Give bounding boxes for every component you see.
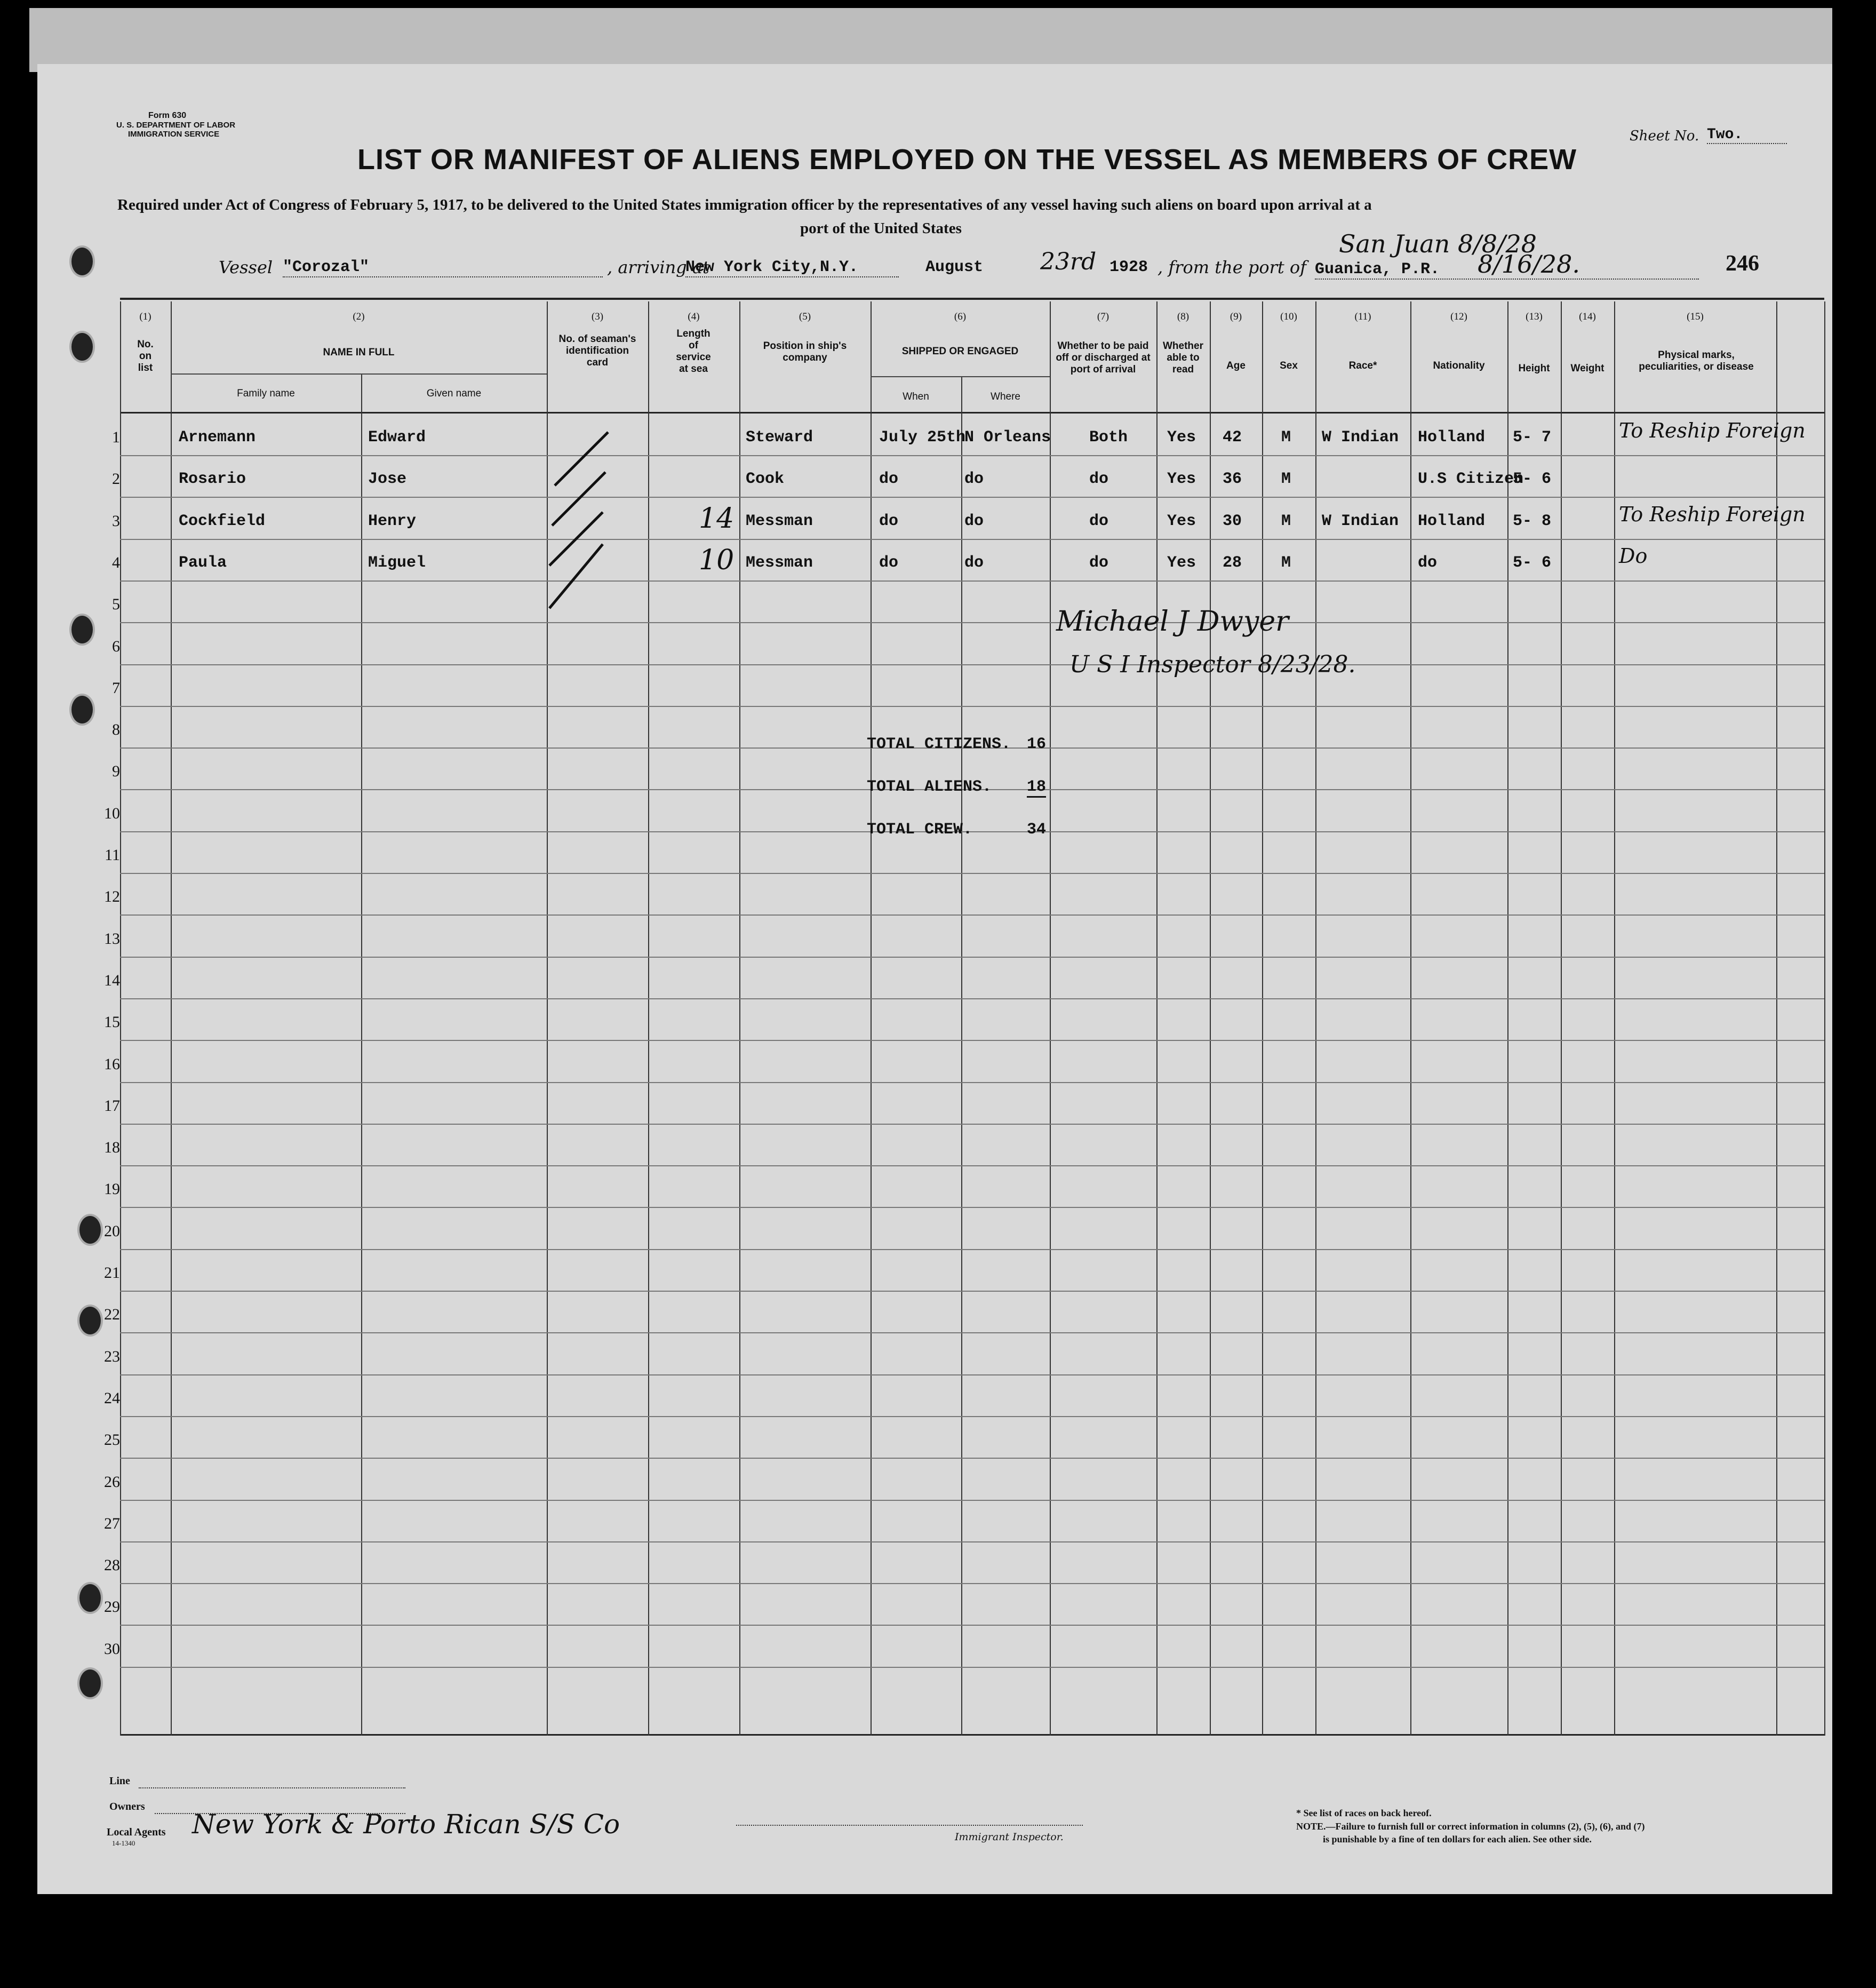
col-divider bbox=[1824, 301, 1825, 1736]
row-number: 3 bbox=[112, 512, 120, 530]
vessel-name: "Corozal" bbox=[283, 258, 603, 277]
cell-shipped-when: July 25th bbox=[879, 428, 966, 447]
row-number: 27 bbox=[104, 1514, 120, 1532]
cell-sex: M bbox=[1281, 428, 1291, 447]
col-header-paid-off: Whether to be paid off or discharged at port of arrival bbox=[1056, 340, 1151, 375]
table-row bbox=[120, 873, 1824, 916]
col-num: (10) bbox=[1280, 311, 1297, 322]
row-number: 17 bbox=[104, 1096, 120, 1115]
table-row bbox=[120, 1333, 1824, 1375]
row-number: 9 bbox=[112, 762, 120, 781]
table-row bbox=[120, 1124, 1824, 1166]
cell-age: 28 bbox=[1223, 553, 1242, 572]
col-num: (1) bbox=[139, 311, 151, 322]
col-num: (12) bbox=[1450, 311, 1467, 322]
col-header-name: NAME IN FULL bbox=[323, 347, 395, 358]
col-header-length-service: Length of service at sea bbox=[676, 328, 711, 375]
footer-form-code: 14-1340 bbox=[112, 1839, 135, 1847]
row-number: 12 bbox=[104, 888, 120, 906]
row-number: 25 bbox=[104, 1431, 120, 1449]
cell-able-to-read: Yes bbox=[1167, 553, 1196, 572]
cell-length-of-service: 14 bbox=[699, 502, 735, 535]
col-header-physical-marks: Physical marks, peculiarities, or disease bbox=[1639, 349, 1754, 372]
table-row bbox=[120, 664, 1824, 707]
cell-able-to-read: Yes bbox=[1167, 470, 1196, 489]
table-row bbox=[120, 581, 1824, 623]
col-num: (11) bbox=[1354, 311, 1371, 322]
col-num: (7) bbox=[1097, 311, 1109, 322]
col-header-able-to-read: Whether able to read bbox=[1163, 340, 1203, 375]
from-label: , from the port of bbox=[1157, 257, 1307, 277]
row-number: 4 bbox=[112, 553, 120, 571]
tally-marks bbox=[539, 405, 645, 662]
col-num: (9) bbox=[1230, 311, 1242, 322]
cell-given-name: Miguel bbox=[368, 553, 426, 572]
col-header-race: Race* bbox=[1348, 360, 1377, 371]
table-bottom-rule bbox=[120, 1734, 1824, 1736]
row-number: 10 bbox=[104, 804, 120, 822]
col-num: (2) bbox=[353, 311, 365, 322]
cell-position: Cook bbox=[746, 470, 785, 489]
table-row bbox=[120, 1207, 1824, 1250]
row-number: 2 bbox=[112, 470, 120, 488]
col-header-weight: Weight bbox=[1570, 363, 1604, 374]
total-aliens-label: TOTAL ALIENS. bbox=[867, 778, 992, 796]
manifest-sheet bbox=[37, 64, 1832, 1894]
row-number: 16 bbox=[104, 1055, 120, 1073]
arriving-label: , arriving at bbox=[607, 257, 709, 277]
cell-family-name: Rosario bbox=[179, 470, 246, 489]
table-top-rule bbox=[120, 298, 1824, 300]
total-crew-label: TOTAL CREW. bbox=[867, 821, 973, 839]
table-row bbox=[120, 1583, 1824, 1626]
subheader-when: When bbox=[903, 391, 929, 402]
arrival-day: 23rd bbox=[1040, 248, 1097, 275]
table-row bbox=[120, 1082, 1824, 1125]
col-header-sex: Sex bbox=[1280, 360, 1298, 371]
row-number: 30 bbox=[104, 1640, 120, 1658]
col-num: (6) bbox=[954, 311, 967, 322]
cell-physical-marks: To Reship Foreign bbox=[1619, 419, 1806, 442]
row-number: 14 bbox=[104, 971, 120, 989]
cell-given-name: Jose bbox=[368, 470, 407, 489]
table-row bbox=[120, 1541, 1824, 1584]
shipped-subheader-rule bbox=[871, 376, 1050, 377]
cell-given-name: Henry bbox=[368, 512, 417, 530]
arrival-month: August bbox=[925, 258, 984, 276]
cell-physical-marks: Do bbox=[1619, 544, 1648, 568]
punch-hole bbox=[77, 1667, 103, 1699]
cell-nationality: Holland bbox=[1418, 428, 1486, 447]
col-num: (8) bbox=[1177, 311, 1190, 322]
from-port: Guanica, P.R. bbox=[1315, 260, 1699, 280]
inspector-signature-rule bbox=[736, 1825, 1083, 1826]
subheader-where: Where bbox=[991, 391, 1020, 402]
page-number: 246 bbox=[1726, 251, 1759, 276]
name-subheader-rule bbox=[171, 373, 547, 375]
row-number: 21 bbox=[104, 1264, 120, 1282]
row-number: 7 bbox=[112, 679, 120, 697]
row-number: 23 bbox=[104, 1347, 120, 1365]
sheet-value: Two. bbox=[1707, 126, 1787, 144]
back-sheet-edge bbox=[29, 8, 1832, 72]
cell-physical-marks: To Reship Foreign bbox=[1619, 502, 1806, 526]
table-row bbox=[120, 1416, 1824, 1459]
cell-given-name: Edward bbox=[368, 428, 426, 447]
footer-agents-label: Local Agents bbox=[107, 1826, 166, 1838]
col-num: (5) bbox=[799, 311, 811, 322]
cell-family-name: Paula bbox=[179, 553, 227, 572]
row-number: 28 bbox=[104, 1556, 120, 1575]
col-header-no-on-list: No. on list bbox=[137, 339, 154, 373]
col-header-nationality: Nationality bbox=[1433, 360, 1485, 371]
row-number: 29 bbox=[104, 1598, 120, 1616]
cell-shipped-when: do bbox=[879, 512, 899, 530]
cell-race: W Indian bbox=[1322, 428, 1399, 447]
from-date-handwritten: 8/16/28. bbox=[1478, 250, 1580, 279]
row-number: 1 bbox=[112, 428, 120, 446]
cell-position: Steward bbox=[746, 428, 813, 447]
col-num: (13) bbox=[1526, 311, 1543, 322]
cell-paid-off: do bbox=[1089, 470, 1109, 489]
form-number: Form 630 bbox=[148, 111, 187, 120]
page-title: LIST OR MANIFEST OF ALIENS EMPLOYED ON THE VESSEL AS MEMBERS OF CREW bbox=[357, 144, 1577, 176]
total-citizens-label: TOTAL CITIZENS. bbox=[867, 735, 1011, 753]
sheet-label: Sheet No. bbox=[1630, 128, 1699, 144]
row-number: 20 bbox=[104, 1222, 120, 1240]
col-header-shipped: SHIPPED OR ENGAGED bbox=[901, 346, 1019, 357]
row-number: 5 bbox=[112, 595, 120, 614]
subtitle-line-1: Required under Act of Congress of February 5, 1917, to be delivered to the United States immigration officer by the representatives of any vessel having such aliens on board upon arrival at a bbox=[117, 196, 1372, 213]
subtitle-line-2: port of the United States bbox=[800, 220, 962, 237]
punch-hole bbox=[69, 331, 95, 363]
cell-age: 36 bbox=[1223, 470, 1242, 489]
cell-position: Messman bbox=[746, 553, 813, 572]
row-number: 19 bbox=[104, 1180, 120, 1198]
row-number: 13 bbox=[104, 929, 120, 948]
table-row bbox=[120, 1165, 1824, 1208]
table-row bbox=[120, 1500, 1824, 1542]
total-aliens-value: 18 bbox=[1027, 778, 1046, 798]
col-num: (3) bbox=[591, 311, 604, 322]
footer-line-rule bbox=[139, 1787, 405, 1788]
cell-height: 5- 7 bbox=[1513, 428, 1552, 447]
row-number: 15 bbox=[104, 1013, 120, 1031]
footer-note-star: * See list of races on back hereof. bbox=[1296, 1808, 1432, 1818]
row-number: 24 bbox=[104, 1389, 120, 1407]
footer-note-1: NOTE.—Failure to furnish full or correct information in columns (2), (5), (6), and (7) bbox=[1296, 1821, 1645, 1832]
cell-shipped-when: do bbox=[879, 553, 899, 572]
subheader-family-name: Family name bbox=[237, 388, 295, 399]
cell-sex: M bbox=[1281, 512, 1291, 530]
inspector-signature: Michael J Dwyer bbox=[1056, 606, 1289, 638]
service: IMMIGRATION SERVICE bbox=[128, 130, 220, 139]
punch-hole bbox=[69, 694, 95, 726]
table-row bbox=[120, 957, 1824, 999]
row-number: 26 bbox=[104, 1473, 120, 1491]
cell-age: 30 bbox=[1223, 512, 1242, 530]
arrival-year: 1928 bbox=[1109, 258, 1148, 276]
col-header-height: Height bbox=[1518, 363, 1550, 374]
cell-position: Messman bbox=[746, 512, 813, 530]
cell-height: 5- 8 bbox=[1513, 512, 1552, 530]
table-row bbox=[120, 915, 1824, 958]
arriving-at: New York City,N.Y. bbox=[685, 258, 899, 277]
cell-nationality: U.S Citizen bbox=[1418, 470, 1524, 489]
row-number: 11 bbox=[105, 846, 120, 864]
table-row bbox=[120, 998, 1824, 1041]
col-header-id-card: No. of seaman's identification card bbox=[558, 333, 636, 368]
vessel-label: Vessel bbox=[219, 257, 273, 277]
col-header-age: Age bbox=[1226, 360, 1246, 371]
punch-hole bbox=[69, 614, 95, 646]
cell-length-of-service: 10 bbox=[699, 544, 735, 576]
footer-agents-value: New York & Porto Rican S/S Co bbox=[192, 1809, 620, 1840]
inspector-title: U S I Inspector 8/23/28. bbox=[1069, 651, 1356, 678]
subheader-given-name: Given name bbox=[426, 388, 482, 399]
cell-able-to-read: Yes bbox=[1167, 512, 1196, 530]
row-number: 8 bbox=[112, 721, 120, 739]
row-number: 22 bbox=[104, 1306, 120, 1324]
cell-nationality: do bbox=[1418, 553, 1438, 572]
cell-age: 42 bbox=[1223, 428, 1242, 447]
col-header-position: Position in ship's company bbox=[763, 340, 847, 363]
cell-family-name: Cockfield bbox=[179, 512, 266, 530]
table-row bbox=[120, 1458, 1824, 1501]
cell-race: W Indian bbox=[1322, 512, 1399, 530]
table-row bbox=[120, 1040, 1824, 1083]
from-port-handwritten: San Juan 8/8/28 bbox=[1339, 229, 1537, 258]
department: U. S. DEPARTMENT OF LABOR bbox=[116, 121, 236, 130]
cell-sex: M bbox=[1281, 470, 1291, 489]
cell-shipped-where: N Orleans bbox=[964, 428, 1051, 447]
cell-height: 5- 6 bbox=[1513, 470, 1552, 489]
cell-height: 5- 6 bbox=[1513, 553, 1552, 572]
footer-note-2: is punishable by a fine of ten dollars for each alien. See other side. bbox=[1323, 1834, 1592, 1844]
cell-nationality: Holland bbox=[1418, 512, 1486, 530]
punch-hole bbox=[69, 245, 95, 277]
table-row bbox=[120, 1374, 1824, 1417]
cell-paid-off: do bbox=[1089, 512, 1109, 530]
total-citizens-value: 16 bbox=[1027, 735, 1047, 753]
cell-able-to-read: Yes bbox=[1167, 428, 1196, 447]
footer-owners-label: Owners bbox=[109, 1801, 145, 1812]
cell-shipped-where: do bbox=[964, 553, 984, 572]
table-row bbox=[120, 1291, 1824, 1333]
cell-shipped-when: do bbox=[879, 470, 899, 489]
table-row bbox=[120, 1249, 1824, 1292]
col-num: (14) bbox=[1579, 311, 1596, 322]
cell-shipped-where: do bbox=[964, 470, 984, 489]
table-row bbox=[120, 623, 1824, 665]
cell-paid-off: Both bbox=[1089, 428, 1128, 447]
cell-paid-off: do bbox=[1089, 553, 1109, 572]
cell-shipped-where: do bbox=[964, 512, 984, 530]
row-number: 18 bbox=[104, 1139, 120, 1157]
cell-family-name: Arnemann bbox=[179, 428, 256, 447]
footer-line-label: Line bbox=[109, 1775, 130, 1787]
table-row bbox=[120, 1625, 1824, 1668]
col-num: (4) bbox=[688, 311, 700, 322]
footer-inspector-label: Immigrant Inspector. bbox=[955, 1831, 1064, 1843]
cell-sex: M bbox=[1281, 553, 1291, 572]
col-num: (15) bbox=[1687, 311, 1704, 322]
total-crew-value: 34 bbox=[1027, 821, 1047, 839]
row-number: 6 bbox=[112, 637, 120, 655]
